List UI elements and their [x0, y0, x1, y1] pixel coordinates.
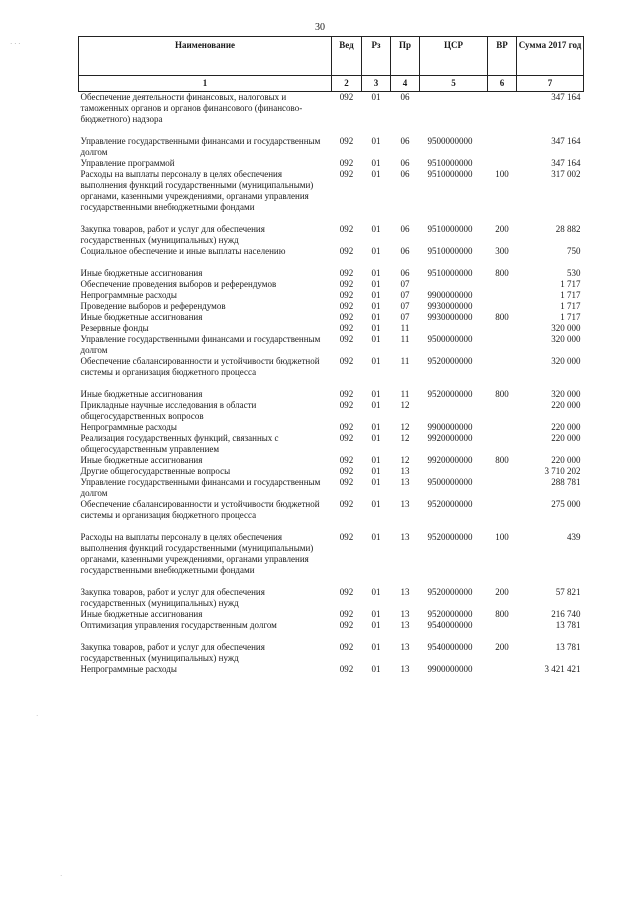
row-pr: 06 [400, 224, 410, 234]
header-vr: ВР [488, 37, 517, 76]
row-name: Прикладные научные исследования в области общегосударственных вопросов [80, 400, 257, 421]
table-row [79, 455, 584, 466]
row-csr: 9930000000 [427, 301, 473, 311]
row-name: Оптимизация управления государственным долгом [80, 620, 277, 630]
table-row [79, 433, 584, 455]
row-sum: 1 717 [560, 279, 581, 289]
row-csr [420, 92, 488, 137]
row-csr: 9520000000 [427, 587, 473, 597]
row-pr: 11 [400, 356, 410, 366]
row-pr: 12 [400, 422, 410, 432]
row-name: Реализация государственных функций, связанных с общегосударственным управлением [80, 433, 279, 454]
row-pr: 06 [400, 169, 410, 179]
row-sum: 320 000 [551, 356, 581, 366]
row-csr: 9520000000 [427, 356, 473, 366]
row-sum: 3 421 421 [544, 664, 581, 674]
table-row [79, 246, 584, 268]
row-vr: 800 [495, 609, 509, 619]
row-csr: 9900000000 [427, 422, 473, 432]
row-sum: 347 164 [551, 136, 581, 146]
table-row [79, 158, 584, 169]
row-ved: 092 [339, 499, 354, 509]
row-ved: 092 [339, 323, 354, 333]
table-row [79, 323, 584, 334]
row-vr [488, 422, 517, 433]
row-name: Обеспечение сбалансированности и устойчивости бюджетной системы и организация бюджетного процесса [80, 356, 320, 377]
row-csr: 9500000000 [427, 334, 473, 344]
row-ved: 092 [339, 268, 354, 278]
row-pr: 06 [400, 268, 410, 278]
row-ved: 092 [339, 224, 354, 234]
row-csr: 9540000000 [427, 620, 473, 630]
row-pr: 07 [400, 301, 410, 311]
row-sum: 288 781 [551, 477, 581, 487]
row-rz: 01 [371, 620, 381, 630]
row-name: Непрограммные расходы [80, 290, 177, 300]
row-vr [488, 301, 517, 312]
row-csr: 9920000000 [427, 433, 473, 443]
row-pr: 13 [400, 642, 410, 652]
row-name: Другие общегосударственные вопросы [80, 466, 231, 476]
header-pr: Пр [391, 37, 420, 76]
table-row [79, 466, 584, 477]
row-vr [488, 664, 517, 675]
row-name: Иные бюджетные ассигнования [80, 312, 203, 322]
row-vr: 800 [495, 268, 509, 278]
row-vr [488, 92, 517, 137]
row-sum: 220 000 [551, 400, 581, 410]
row-pr: 12 [400, 400, 410, 410]
row-rz: 01 [371, 499, 381, 509]
row-sum: 317 002 [551, 169, 581, 179]
row-vr [488, 620, 517, 642]
row-name: Проведение выборов и референдумов [80, 301, 226, 311]
row-ved: 092 [339, 477, 354, 487]
row-name: Управление программой [80, 158, 175, 168]
row-pr: 06 [400, 246, 410, 256]
row-ved: 092 [339, 169, 354, 179]
row-rz: 01 [371, 301, 381, 311]
row-rz: 01 [371, 466, 381, 476]
row-ved: 092 [339, 92, 354, 102]
row-name: Управление государственными финансами и государственным долгом [80, 477, 321, 498]
column-number: 1 [79, 76, 332, 92]
row-csr: 9900000000 [427, 664, 473, 674]
column-number: 4 [391, 76, 420, 92]
row-name: Непрограммные расходы [80, 664, 177, 674]
row-name: Обеспечение деятельности финансовых, налоговых и таможенных органов и органов финансового (финансово-бюджетного) надзора [80, 92, 303, 124]
budget-table [78, 36, 584, 675]
row-vr: 200 [495, 642, 509, 652]
row-rz: 01 [371, 609, 381, 619]
row-rz: 01 [371, 433, 381, 443]
row-name: Иные бюджетные ассигнования [80, 609, 203, 619]
row-csr [420, 279, 488, 290]
row-ved: 092 [339, 334, 354, 344]
table-row [79, 499, 584, 532]
row-ved: 092 [339, 301, 354, 311]
row-ved: 092 [339, 312, 354, 322]
table-row [79, 224, 584, 246]
table-row [79, 422, 584, 433]
row-csr: 9510000000 [427, 246, 473, 256]
row-rz: 01 [371, 532, 381, 542]
row-sum: 28 882 [555, 224, 581, 234]
column-number: 6 [488, 76, 517, 92]
row-rz: 01 [371, 477, 381, 487]
row-pr: 07 [400, 279, 410, 289]
table-row [79, 92, 584, 137]
row-vr [488, 158, 517, 169]
row-name: Непрограммные расходы [80, 422, 177, 432]
row-ved: 092 [339, 279, 354, 289]
row-rz: 01 [371, 587, 381, 597]
table-row [79, 279, 584, 290]
table-row [79, 477, 584, 499]
row-vr: 800 [495, 455, 509, 465]
row-pr: 13 [400, 620, 410, 630]
row-vr [488, 433, 517, 455]
row-rz: 01 [371, 224, 381, 234]
row-pr: 13 [400, 609, 410, 619]
row-csr: 9500000000 [427, 477, 473, 487]
row-rz: 01 [371, 290, 381, 300]
row-sum: 57 821 [555, 587, 581, 597]
row-vr [488, 356, 517, 389]
row-pr: 13 [400, 532, 410, 542]
row-csr: 9510000000 [427, 268, 473, 278]
row-pr: 12 [400, 433, 410, 443]
table-row [79, 312, 584, 323]
row-csr: 9510000000 [427, 158, 473, 168]
table-row [79, 587, 584, 609]
row-csr: 9900000000 [427, 290, 473, 300]
table-row [79, 356, 584, 389]
row-rz: 01 [371, 455, 381, 465]
row-pr: 06 [400, 158, 410, 168]
row-vr [488, 136, 517, 158]
row-pr: 12 [400, 455, 410, 465]
row-ved: 092 [339, 466, 354, 476]
row-name: Расходы на выплаты персоналу в целях обеспечения выполнения функций государственными (муниципальными) органами, казенными учреждениями, органами управления государственными внебюджетными фондами [80, 169, 314, 212]
row-ved: 092 [339, 433, 354, 443]
row-rz: 01 [371, 664, 381, 674]
margin-mark: · [60, 872, 63, 880]
table-row [79, 290, 584, 301]
table-row [79, 609, 584, 620]
row-csr: 9520000000 [427, 499, 473, 509]
table-row [79, 169, 584, 224]
table-row [79, 334, 584, 356]
row-rz: 01 [371, 323, 381, 333]
row-rz: 01 [371, 92, 381, 102]
row-ved: 092 [339, 356, 354, 366]
table-row [79, 400, 584, 422]
row-pr: 11 [400, 389, 410, 399]
row-sum: 750 [567, 246, 581, 256]
row-vr: 200 [495, 587, 509, 597]
row-vr: 100 [495, 169, 509, 179]
row-vr [488, 466, 517, 477]
table-row [79, 620, 584, 642]
column-number: 3 [362, 76, 391, 92]
row-rz: 01 [371, 400, 381, 410]
row-sum: 320 000 [551, 389, 581, 399]
row-vr: 200 [495, 224, 509, 234]
page-number: 30 [315, 22, 325, 33]
row-ved: 092 [339, 136, 354, 146]
row-sum: 1 717 [560, 290, 581, 300]
table-row [79, 389, 584, 400]
row-csr: 9510000000 [427, 169, 473, 179]
row-pr: 13 [400, 587, 410, 597]
row-csr: 9920000000 [427, 455, 473, 465]
column-number: 2 [332, 76, 362, 92]
row-rz: 01 [371, 268, 381, 278]
row-sum: 347 164 [551, 158, 581, 168]
row-sum: 216 740 [551, 609, 581, 619]
header-rz: Рз [362, 37, 391, 76]
row-pr: 11 [400, 334, 410, 344]
row-name: Резервные фонды [80, 323, 149, 333]
row-sum: 220 000 [551, 433, 581, 443]
table-row [79, 301, 584, 312]
table-row [79, 642, 584, 664]
row-csr [420, 466, 488, 477]
table-row [79, 268, 584, 279]
row-ved: 092 [339, 246, 354, 256]
row-sum: 13 781 [555, 642, 581, 652]
row-csr: 9520000000 [427, 389, 473, 399]
row-ved: 092 [339, 400, 354, 410]
row-sum: 3 710 202 [544, 466, 581, 476]
row-sum: 530 [567, 268, 581, 278]
row-rz: 01 [371, 334, 381, 344]
row-ved: 092 [339, 664, 354, 674]
row-rz: 01 [371, 356, 381, 366]
column-number: 7 [517, 76, 584, 92]
row-vr [488, 400, 517, 422]
row-ved: 092 [339, 389, 354, 399]
row-ved: 092 [339, 609, 354, 619]
row-rz: 01 [371, 312, 381, 322]
row-ved: 092 [339, 455, 354, 465]
row-ved: 092 [339, 620, 354, 630]
row-sum: 220 000 [551, 422, 581, 432]
row-vr [488, 323, 517, 334]
row-csr: 9520000000 [427, 609, 473, 619]
table-body [79, 92, 584, 676]
row-rz: 01 [371, 246, 381, 256]
table-row [79, 136, 584, 158]
header-ved: Вед [332, 37, 362, 76]
header-name: Наименование [79, 37, 332, 76]
row-pr: 06 [400, 136, 410, 146]
row-pr: 11 [400, 323, 410, 333]
row-sum: 320 000 [551, 323, 581, 333]
margin-mark: · · · [10, 40, 21, 48]
row-csr [420, 400, 488, 422]
row-ved: 092 [339, 290, 354, 300]
row-name: Управление государственными финансами и государственным долгом [80, 334, 321, 355]
row-rz: 01 [371, 158, 381, 168]
row-sum: 347 164 [551, 92, 581, 102]
row-vr: 800 [495, 312, 509, 322]
row-vr [488, 477, 517, 499]
row-sum: 220 000 [551, 455, 581, 465]
row-ved: 092 [339, 587, 354, 597]
row-csr [420, 323, 488, 334]
row-vr [488, 279, 517, 290]
row-sum: 1 717 [560, 312, 581, 322]
row-rz: 01 [371, 279, 381, 289]
row-vr [488, 290, 517, 301]
row-ved: 092 [339, 532, 354, 542]
row-csr: 9540000000 [427, 642, 473, 652]
row-vr: 300 [495, 246, 509, 256]
column-number: 5 [420, 76, 488, 92]
row-pr: 13 [400, 499, 410, 509]
row-rz: 01 [371, 169, 381, 179]
row-csr: 9520000000 [427, 532, 473, 542]
row-name: Обеспечение проведения выборов и референдумов [80, 279, 277, 289]
row-csr: 9500000000 [427, 136, 473, 146]
row-name: Закупка товаров, работ и услуг для обеспечения государственных (муниципальных) нужд [80, 224, 265, 245]
row-ved: 092 [339, 158, 354, 168]
header-sum: Сумма 2017 год [517, 37, 584, 76]
row-sum: 13 781 [555, 620, 581, 630]
row-name: Иные бюджетные ассигнования [80, 455, 203, 465]
row-name: Управление государственными финансами и государственным долгом [80, 136, 321, 157]
row-pr: 13 [400, 466, 410, 476]
row-rz: 01 [371, 642, 381, 652]
row-ved: 092 [339, 642, 354, 652]
table-row [79, 664, 584, 675]
row-vr: 100 [495, 532, 509, 542]
row-pr: 07 [400, 290, 410, 300]
row-pr: 13 [400, 664, 410, 674]
row-name: Иные бюджетные ассигнования [80, 268, 203, 278]
row-sum: 275 000 [551, 499, 581, 509]
row-sum: 320 000 [551, 334, 581, 344]
row-name: Закупка товаров, работ и услуг для обеспечения государственных (муниципальных) нужд [80, 642, 265, 663]
row-pr: 06 [400, 92, 410, 102]
row-vr [488, 499, 517, 532]
row-rz: 01 [371, 389, 381, 399]
row-rz: 01 [371, 136, 381, 146]
row-name: Закупка товаров, работ и услуг для обеспечения государственных (муниципальных) нужд [80, 587, 265, 608]
row-ved: 092 [339, 422, 354, 432]
header-row [79, 37, 584, 76]
row-pr: 13 [400, 477, 410, 487]
table-row [79, 532, 584, 587]
row-name: Иные бюджетные ассигнования [80, 389, 203, 399]
row-rz: 01 [371, 422, 381, 432]
row-name: Расходы на выплаты персоналу в целях обеспечения выполнения функций государственными (муниципальными) органами, казенными учреждениями, органами управления государственными внебюджетными фондами [80, 532, 314, 575]
margin-mark: · [36, 712, 39, 720]
row-csr: 9510000000 [427, 224, 473, 234]
row-sum: 1 717 [560, 301, 581, 311]
row-vr [488, 334, 517, 356]
row-csr: 9930000000 [427, 312, 473, 322]
row-pr: 07 [400, 312, 410, 322]
column-number-row [79, 76, 584, 92]
header-csr: ЦСР [420, 37, 488, 76]
row-name: Социальное обеспечение и иные выплаты населению [80, 246, 286, 256]
row-vr: 800 [495, 389, 509, 399]
row-name: Обеспечение сбалансированности и устойчивости бюджетной системы и организация бюджетного процесса [80, 499, 320, 520]
row-sum: 439 [567, 532, 581, 542]
